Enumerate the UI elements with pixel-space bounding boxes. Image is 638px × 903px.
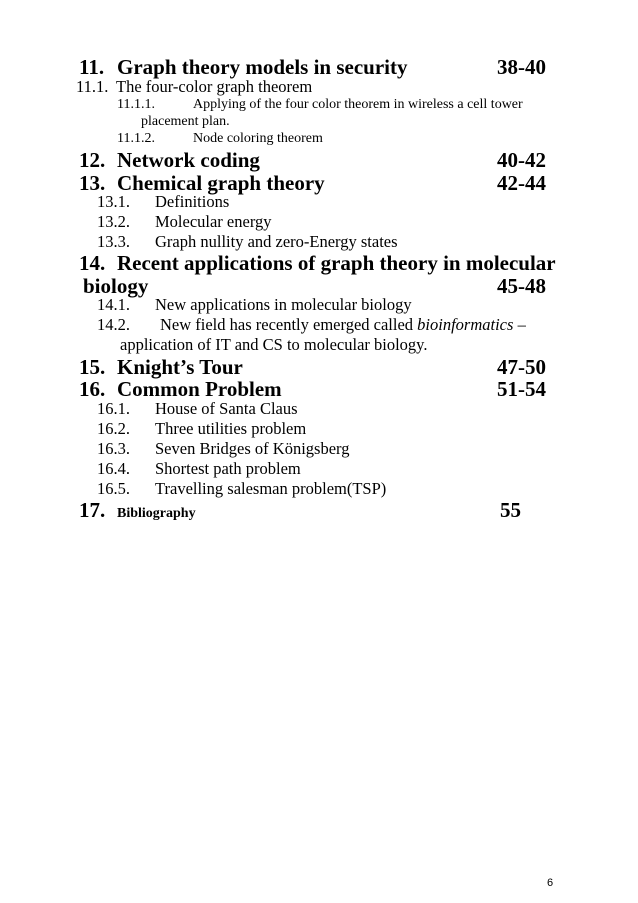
toc-section-17 [79, 498, 196, 522]
section-title: Travelling salesman problem(TSP) [155, 479, 387, 498]
toc-section-12-pages: 40-42 [497, 148, 546, 172]
toc-section-13 [79, 171, 325, 195]
section-number: 11.1.1. [117, 97, 155, 112]
toc-section-11-pages: 38-40 [497, 55, 546, 79]
section-title [160, 316, 526, 334]
section-title: Molecular energy [155, 212, 272, 231]
section-number: 11.1.2. [117, 131, 155, 146]
section-title: Node coloring theorem [193, 131, 323, 146]
page-number: 6 [547, 877, 554, 889]
toc-section-14-2 [97, 315, 526, 334]
toc-section-16-5 [97, 479, 387, 498]
toc-section-15-pages: 47-50 [497, 355, 546, 379]
toc-section-14-pages: 45-48 [497, 274, 546, 298]
section-title: Common Problem [117, 377, 282, 401]
section-title: Three utilities problem [155, 419, 307, 438]
toc-section-16-3 [97, 439, 350, 458]
toc-section-11-1-1-line2: placement plan. [141, 114, 230, 129]
title-text-end: – [513, 315, 526, 334]
section-title: House of Santa Claus [155, 399, 298, 418]
toc-section-14-line2: biology [83, 274, 149, 298]
section-title: Graph theory models in security [117, 55, 408, 79]
toc-section-14-2-line2: application of IT and CS to molecular biology. [120, 335, 428, 354]
toc-section-14 [79, 251, 556, 275]
toc-section-17-pages: 55 [500, 498, 521, 522]
section-number: 13. [79, 171, 106, 195]
section-title: Seven Bridges of Königsberg [155, 439, 350, 458]
section-number: 11.1. [76, 77, 109, 96]
section-title: Recent applications of graph theory in molecular [117, 251, 556, 275]
section-number: 16.3. [97, 439, 130, 458]
section-number: 16. [79, 377, 106, 401]
section-number: 13.2. [97, 212, 130, 231]
toc-section-13-3 [97, 232, 398, 251]
toc-section-11-1-2 [117, 131, 323, 147]
section-title: Bibliography [117, 506, 196, 521]
section-number: 16.5. [97, 479, 130, 498]
section-number: 14.1. [97, 295, 130, 314]
section-title: Network coding [117, 148, 260, 172]
title-text: New field has recently emerged called [160, 315, 418, 334]
toc-section-13-1 [97, 192, 230, 211]
section-number: 13.3. [97, 232, 130, 251]
section-title: New applications in molecular biology [155, 295, 412, 314]
section-number: 14. [79, 251, 106, 275]
section-title: Definitions [155, 192, 230, 211]
toc-section-13-pages: 42-44 [497, 171, 546, 195]
section-title: The four-color graph theorem [116, 77, 313, 96]
section-number: 16.2. [97, 419, 130, 438]
toc-section-14-1 [97, 295, 412, 314]
section-number: 16.4. [97, 459, 130, 478]
section-title: Knight’s Tour [117, 355, 243, 379]
toc-section-16-pages: 51-54 [497, 377, 546, 401]
section-number: 14.2. [97, 315, 130, 334]
title-emphasis: bioinformatics [417, 315, 514, 334]
section-number: 17. [79, 498, 106, 522]
toc-section-11 [79, 55, 408, 79]
section-title: Shortest path problem [155, 459, 301, 478]
toc-section-16-2 [97, 419, 307, 438]
toc-section-16 [79, 377, 282, 401]
toc-section-11-1-1 [117, 97, 523, 113]
toc-section-15 [79, 355, 243, 379]
section-number: 13.1. [97, 192, 130, 211]
section-title: Applying of the four color theorem in wireless a cell tower [193, 97, 523, 112]
section-title: Chemical graph theory [117, 171, 325, 195]
toc-section-16-1 [97, 399, 298, 418]
toc-section-16-4 [97, 459, 301, 478]
section-number: 16.1. [97, 399, 130, 418]
section-number: 15. [79, 355, 106, 379]
section-number: 11. [79, 55, 105, 79]
toc-section-11-1 [76, 77, 313, 96]
section-number: 12. [79, 148, 106, 172]
toc-section-13-2 [97, 212, 272, 231]
section-title: Graph nullity and zero-Energy states [155, 232, 398, 251]
toc-section-12 [79, 148, 260, 172]
